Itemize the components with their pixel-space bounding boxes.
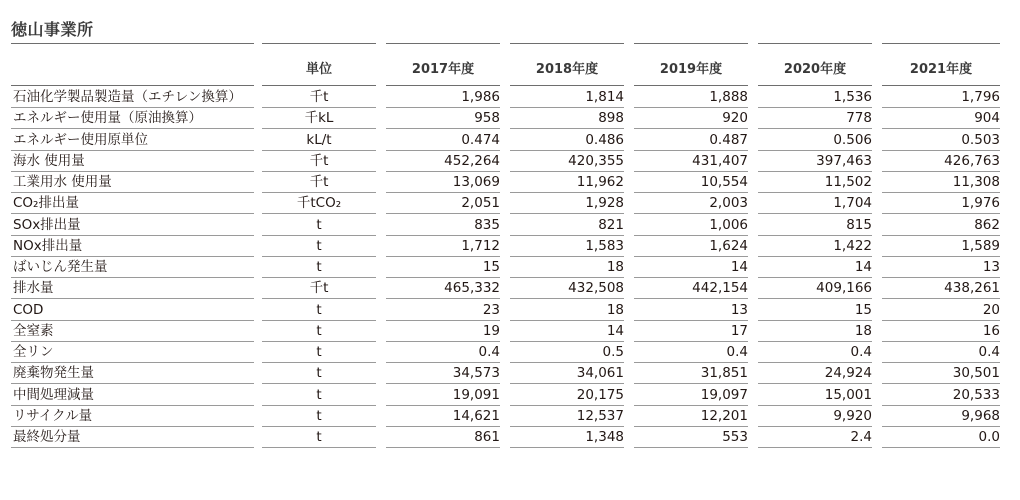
row-value-2018: 18 (606, 259, 624, 275)
row-value-2019: 920 (722, 110, 748, 127)
row-divider (510, 447, 624, 448)
header-bottom-rule-2017 (386, 85, 500, 86)
row-label: 最終処分量 (13, 429, 81, 445)
header-bottom-rule-2018 (510, 85, 624, 86)
row-value-2020: 778 (846, 110, 872, 127)
row-value-2019: 19,097 (700, 386, 748, 403)
row-label: 工業用水 使用量 (13, 174, 112, 190)
row-value-2021: 13 (982, 259, 1000, 275)
row-value-2017: 23 (482, 301, 500, 318)
header-top-rule-2021 (882, 43, 1000, 44)
row-value-2017: 861 (474, 429, 500, 445)
row-value-2019: 0.487 (709, 131, 748, 148)
row-unit: 千kL (304, 110, 334, 127)
row-value-2018: 0.5 (602, 344, 624, 360)
row-value-2017: 1,986 (461, 89, 500, 105)
row-value-2021: 11,308 (952, 174, 1000, 190)
row-value-2021: 1,589 (961, 237, 1000, 254)
row-unit: t (316, 216, 322, 233)
row-label: 石油化学製品製造量（エチレン換算） (13, 89, 242, 105)
row-value-2018: 821 (598, 216, 624, 233)
table-row (0, 236, 1020, 257)
row-value-2019: 13 (730, 301, 748, 318)
row-value-2020: 15,001 (824, 386, 872, 403)
row-divider (882, 447, 1000, 448)
table-row (0, 87, 1020, 108)
row-value-2018: 1,928 (585, 195, 624, 212)
table-row (0, 257, 1020, 278)
row-label: 廃棄物発生量 (13, 365, 94, 382)
row-value-2017: 19,091 (452, 386, 500, 403)
row-unit: t (316, 429, 322, 445)
row-value-2018: 11,962 (576, 174, 624, 190)
row-value-2018: 432,508 (568, 280, 624, 297)
row-value-2018: 1,348 (585, 429, 624, 445)
row-value-2020: 2.4 (850, 429, 872, 445)
row-label: 全リン (13, 344, 54, 360)
row-unit: t (316, 301, 322, 318)
row-value-2019: 31,851 (700, 365, 748, 382)
row-unit: t (316, 322, 322, 339)
table-row (0, 151, 1020, 172)
row-value-2021: 30,501 (952, 365, 1000, 382)
row-value-2021: 1,796 (961, 89, 1000, 105)
row-value-2020: 409,166 (816, 280, 872, 297)
row-value-2019: 14 (730, 259, 748, 275)
header-bottom-rule-2019 (634, 85, 748, 86)
row-value-2017: 958 (474, 110, 500, 127)
row-value-2021: 426,763 (944, 152, 1000, 169)
row-label: 全窒素 (13, 322, 54, 339)
row-value-2017: 452,264 (444, 152, 500, 169)
row-value-2021: 0.0 (978, 429, 1000, 445)
row-value-2020: 15 (854, 301, 872, 318)
row-unit: 千t (309, 174, 329, 190)
row-value-2020: 1,536 (833, 89, 872, 105)
row-value-2018: 1,814 (585, 89, 624, 105)
row-unit: t (316, 237, 322, 254)
row-value-2017: 2,051 (461, 195, 500, 212)
row-value-2017: 34,573 (452, 365, 500, 382)
row-value-2020: 11,502 (824, 174, 872, 190)
row-divider (758, 447, 872, 448)
header-bottom-rule-unit (262, 85, 376, 86)
row-value-2018: 898 (598, 110, 624, 127)
table-row (0, 172, 1020, 193)
table-row (0, 363, 1020, 384)
table-row (0, 193, 1020, 214)
row-value-2021: 0.4 (978, 344, 1000, 360)
row-unit: 千t (309, 89, 329, 105)
header-year-2019: 2019年度 (659, 62, 723, 77)
row-value-2021: 0.503 (961, 131, 1000, 148)
row-value-2017: 0.4 (478, 344, 500, 360)
header-year-2020: 2020年度 (783, 62, 847, 77)
row-value-2017: 1,712 (461, 237, 500, 254)
row-value-2021: 862 (974, 216, 1000, 233)
row-value-2017: 19 (482, 322, 500, 339)
row-label: 海水 使用量 (13, 152, 85, 169)
table-row (0, 130, 1020, 151)
row-value-2020: 1,704 (833, 195, 872, 212)
header-unit: 単位 (305, 62, 332, 77)
row-unit: t (316, 365, 322, 382)
row-divider (386, 447, 500, 448)
row-value-2019: 12,201 (700, 407, 748, 424)
row-label: CO₂排出量 (13, 195, 79, 212)
header-bottom-rule-label (11, 85, 254, 86)
table-row (0, 385, 1020, 406)
row-value-2020: 14 (854, 259, 872, 275)
table-row (0, 342, 1020, 363)
title-underline (11, 43, 254, 44)
table-row (0, 427, 1020, 448)
row-value-2021: 438,261 (944, 280, 1000, 297)
row-value-2020: 815 (846, 216, 872, 233)
row-value-2019: 1,888 (709, 89, 748, 105)
row-value-2017: 15 (482, 259, 500, 275)
row-value-2018: 12,537 (576, 407, 624, 424)
row-unit: t (316, 344, 322, 360)
row-unit: kL/t (306, 131, 332, 148)
row-unit: 千tCO₂ (296, 195, 342, 212)
row-value-2018: 14 (606, 322, 624, 339)
row-value-2021: 20,533 (952, 386, 1000, 403)
row-value-2017: 835 (474, 216, 500, 233)
row-value-2020: 0.4 (850, 344, 872, 360)
table-row (0, 278, 1020, 299)
table-row (0, 300, 1020, 321)
row-label: 中間処理減量 (13, 386, 94, 403)
row-value-2019: 553 (722, 429, 748, 445)
row-value-2021: 9,968 (961, 407, 1000, 424)
row-divider (11, 447, 254, 448)
page-title: 徳山事業所 (11, 20, 94, 39)
row-divider (262, 447, 376, 448)
row-value-2018: 1,583 (585, 237, 624, 254)
row-value-2020: 397,463 (816, 152, 872, 169)
row-value-2020: 0.506 (833, 131, 872, 148)
row-value-2017: 14,621 (452, 407, 500, 424)
row-value-2018: 20,175 (576, 386, 624, 403)
row-value-2017: 13,069 (452, 174, 500, 190)
header-top-rule-2018 (510, 43, 624, 44)
header-top-rule-2020 (758, 43, 872, 44)
row-value-2019: 10,554 (700, 174, 748, 190)
row-value-2020: 9,920 (833, 407, 872, 424)
row-value-2021: 904 (974, 110, 1000, 127)
header-top-rule-2017 (386, 43, 500, 44)
row-value-2018: 0.486 (585, 131, 624, 148)
row-value-2018: 18 (606, 301, 624, 318)
row-value-2020: 18 (854, 322, 872, 339)
row-value-2019: 17 (730, 322, 748, 339)
row-value-2018: 34,061 (576, 365, 624, 382)
header-bottom-rule-2020 (758, 85, 872, 86)
header-top-rule-2019 (634, 43, 748, 44)
row-unit: t (316, 386, 322, 403)
row-label: リサイクル量 (13, 407, 93, 424)
row-value-2019: 1,624 (709, 237, 748, 254)
row-value-2020: 1,422 (833, 237, 872, 254)
table-row (0, 215, 1020, 236)
row-unit: 千t (309, 152, 329, 169)
row-divider (634, 447, 748, 448)
table-row (0, 108, 1020, 129)
row-unit: t (316, 259, 322, 275)
row-value-2021: 16 (982, 322, 1000, 339)
row-value-2021: 20 (982, 301, 1000, 318)
row-unit: 千t (309, 280, 329, 297)
row-label: SOx排出量 (13, 216, 81, 233)
row-label: 排水量 (13, 280, 54, 297)
row-value-2019: 1,006 (709, 216, 748, 233)
row-value-2019: 0.4 (726, 344, 748, 360)
row-label: ばいじん発生量 (13, 259, 108, 275)
header-bottom-rule-2021 (882, 85, 1000, 86)
row-label: COD (13, 301, 44, 318)
row-value-2017: 465,332 (444, 280, 500, 297)
row-value-2018: 420,355 (568, 152, 624, 169)
table-row (0, 406, 1020, 427)
row-value-2019: 2,003 (709, 195, 748, 212)
row-value-2019: 442,154 (692, 280, 748, 297)
row-value-2019: 431,407 (692, 152, 748, 169)
header-year-2021: 2021年度 (909, 62, 973, 77)
row-value-2020: 24,924 (824, 365, 872, 382)
table-row (0, 321, 1020, 342)
header-top-rule-unit (262, 43, 376, 44)
row-label: エネルギー使用原単位 (13, 131, 148, 148)
row-value-2017: 0.474 (461, 131, 500, 148)
row-label: NOx排出量 (13, 237, 83, 254)
header-year-2018: 2018年度 (535, 62, 599, 77)
row-value-2021: 1,976 (961, 195, 1000, 212)
header-year-2017: 2017年度 (411, 62, 475, 77)
row-label: エネルギー使用量（原油換算） (13, 110, 202, 127)
row-unit: t (316, 407, 322, 424)
